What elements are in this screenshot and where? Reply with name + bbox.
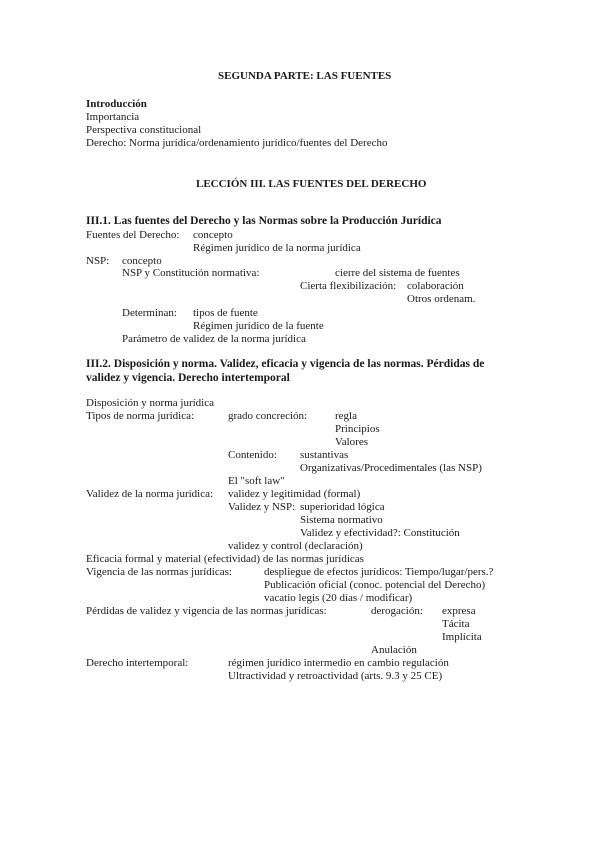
parametro-validez: Parámetro de validez de la norma jurídica	[122, 333, 306, 345]
grado-item: Principios	[335, 423, 380, 435]
validez-control: validez y control (declaración)	[228, 540, 363, 552]
validez-nsp-label: Validez y NSP:	[228, 501, 296, 513]
soft-law: El "soft law"	[228, 475, 285, 487]
vigencia-label: Vigencia de las normas jurídicas:	[86, 566, 232, 578]
validez-label: Validez de la norma jurídica:	[86, 488, 214, 500]
validez-nsp-item: Sistema normativo	[300, 514, 383, 526]
fuentes-item: Régimen jurídico de la norma jurídica	[193, 242, 361, 254]
derogacion-label: derogación:	[371, 605, 423, 617]
derogacion-item: expresa	[442, 605, 476, 617]
eficacia: Eficacia formal y material (efectividad) de las normas jurídicas	[86, 553, 364, 565]
contenido-label: Contenido:	[228, 449, 277, 461]
lesson-title: LECCIÓN III. LAS FUENTES DEL DERECHO	[196, 178, 427, 190]
nsp-label: NSP:	[86, 255, 110, 267]
contenido-item: sustantivas	[300, 449, 349, 461]
section-heading-iii2: III.2. Disposición y norma. Validez, eficacia y vigencia de las normas. Pérdidas de	[86, 358, 485, 370]
intro-heading: Introducción	[86, 98, 147, 110]
intertemporal-item: Ultractividad y retroactividad (arts. 9.3 y 25 CE)	[228, 670, 443, 682]
cierre-sistema: cierre del sistema de fuentes	[335, 267, 460, 279]
flexibilizacion-label: Cierta flexibilización:	[300, 280, 397, 292]
validez-nsp-item: superioridad lógica	[300, 501, 385, 513]
determinan-item: tipos de fuente	[193, 307, 258, 319]
grado-item: Valores	[335, 436, 368, 448]
intertemporal-item: régimen jurídico intermedio en cambio regulación	[228, 657, 449, 669]
section-heading-iii2-cont: validez y vigencia. Derecho intertemporal	[86, 372, 290, 384]
vigencia-item: vacatio legis (20 días / modificar)	[264, 592, 413, 604]
section-heading-iii1: III.1. Las fuentes del Derecho y las Normas sobre la Producción Jurídica	[86, 215, 442, 227]
determinan-item: Régimen jurídico de la fuente	[193, 320, 324, 332]
flexibilizacion-item: Otros ordenam.	[407, 293, 476, 305]
grado-label: grado concreción:	[228, 410, 308, 422]
nsp-constitucion: NSP y Constitución normativa:	[122, 267, 260, 279]
derogacion-item: Tácita	[442, 618, 470, 630]
validez-legitimidad: validez y legitimidad (formal)	[228, 488, 361, 500]
intro-item: Importancia	[86, 111, 140, 123]
fuentes-label: Fuentes del Derecho:	[86, 229, 180, 241]
perdidas-label: Pérdidas de validez y vigencia de las normas jurídicas:	[86, 605, 327, 617]
flexibilizacion-item: colaboración	[407, 280, 464, 292]
intertemporal-label: Derecho intertemporal:	[86, 657, 189, 669]
vigencia-item: Publicación oficial (conoc. potencial del Derecho)	[264, 579, 486, 591]
contenido-item: Organizativas/Procedimentales (las NSP)	[300, 462, 482, 474]
nsp-concepto: concepto	[122, 255, 162, 267]
intro-item: Derecho: Norma jurídica/ordenamiento jurídico/fuentes del Derecho	[86, 137, 388, 149]
grado-item: regla	[335, 410, 357, 422]
tipos-label: Tipos de norma jurídica:	[86, 410, 195, 422]
part-title: SEGUNDA PARTE: LAS FUENTES	[218, 70, 392, 82]
derogacion-item: Implícita	[442, 631, 482, 643]
determinan-label: Determinan:	[122, 307, 177, 319]
intro-item: Perspectiva constitucional	[86, 124, 202, 136]
anulacion: Anulación	[371, 644, 417, 656]
fuentes-item: concepto	[193, 229, 233, 241]
disposicion-norma: Disposición y norma jurídica	[86, 397, 215, 409]
vigencia-item: despliegue de efectos jurídicos: Tiempo/lugar/pers.?	[264, 566, 494, 578]
validez-nsp-item: Validez y efectividad?: Constitución	[300, 527, 460, 539]
